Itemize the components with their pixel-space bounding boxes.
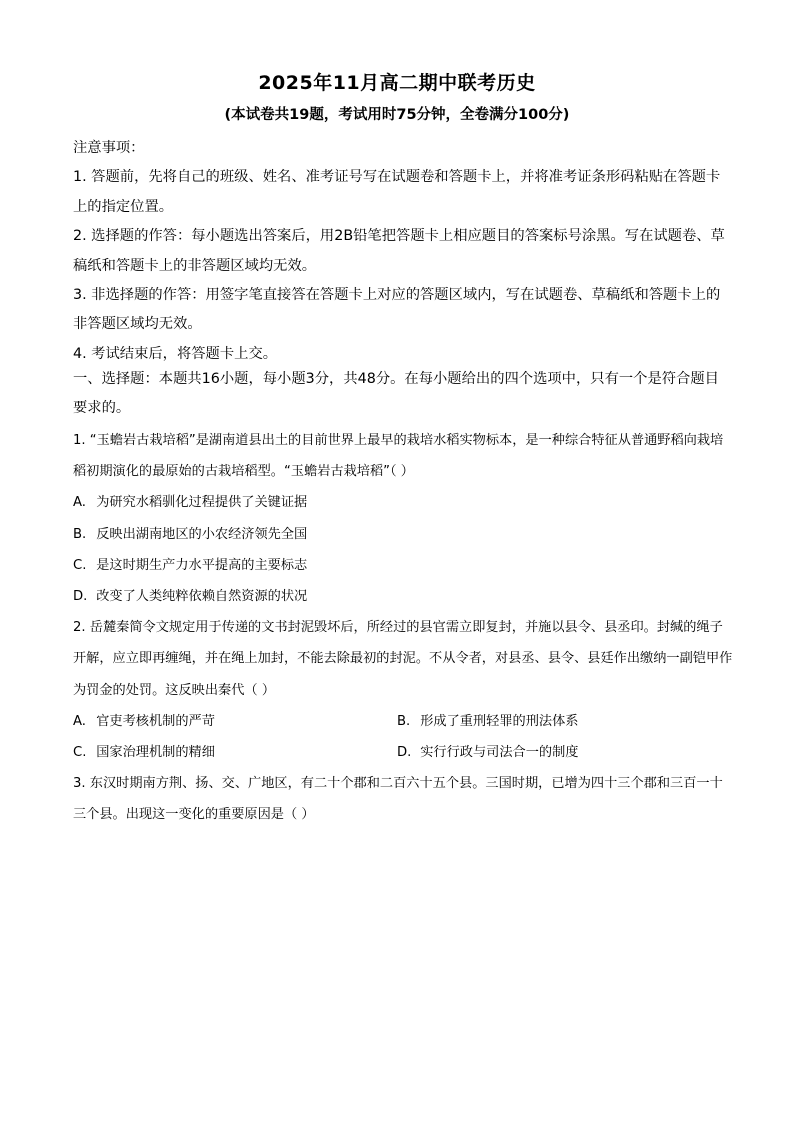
answer-option [73, 519, 733, 550]
instructions [73, 134, 733, 369]
option-label: D. [397, 745, 412, 761]
option-text: 反映出湖南地区的小农经济领先全国 [96, 526, 308, 542]
instruction-item: 3. 非选择题的作答：用签字笔直接答在答题卡上对应的答题区域内，写在试题卷、草稿纸和答题卡上的非答题区域均无效。 [73, 287, 721, 333]
question-stem: 2. 岳麓秦简令文规定用于传递的文书封泥毁坏后，所经过的县官需立即复封，并施以县令、县丞印。封缄的绳子开解，应立即再缠绳，并在绳上加封，不能去除最初的封泥。不从令者，对县丞、县令、县廷作出缴纳一副铠甲作为罚金的处罚。这反映出秦代（ ） [73, 620, 733, 698]
option-text: 为研究水稻驯化过程提供了关键证据 [96, 495, 308, 511]
answer-option [397, 706, 721, 737]
section-header [73, 365, 733, 424]
option-text: 实行行政与司法合一的制度 [420, 745, 579, 761]
question-stem: 1. “玉蟾岩古栽培稻”是湖南道县出土的目前世界上最早的栽培水稻实物标本，是一种综合特征从普通野稻向栽培稻初期演化的最原始的古栽培稻型。“玉蟾岩古栽培稻”（ ） [73, 433, 724, 480]
question-stem: 3. 东汉时期南方荆、扬、交、广地区，有二十个郡和二百六十五个县。三国时期，已增为四十三个郡和三百一十三个县。出现这一变化的重要原因是（ ） [73, 776, 723, 823]
option-text: 国家治理机制的精细 [96, 745, 215, 761]
option-text: 是这时期生产力水平提高的主要标志 [96, 557, 308, 573]
answer-option [73, 550, 733, 581]
section-header-text: 一、选择题：本题共16小题，每小题3分，共48分。在每小题给出的四个选项中，只有一个是符合题目要求的。 [73, 371, 719, 417]
option-row [73, 706, 733, 737]
option-label: B. [73, 526, 87, 542]
answer-option [397, 737, 721, 768]
answer-option [73, 487, 733, 518]
option-label: C. [73, 745, 87, 761]
option-label: D. [73, 589, 88, 605]
option-label: C. [73, 557, 87, 573]
page-subtitle: (本试卷共19题，考试用时75分钟，全卷满分100分) [224, 107, 570, 123]
option-text: 形成了重刑轻罪的刑法体系 [420, 713, 579, 729]
option-label: A. [73, 713, 86, 729]
answer-option [73, 706, 397, 737]
instruction-item: 2. 选择题的作答：每小题选出答案后，用2B铅笔把答题卡上相应题目的答案标号涂黑。写在试题卷、草稿纸和答题卡上的非答题区域均无效。 [73, 228, 725, 274]
page-title: 2025年11月高二期中联考历史 [258, 72, 536, 94]
answer-option [73, 737, 397, 768]
option-label: B. [397, 713, 411, 729]
instruction-item: 4. 考试结束后，将答题卡上交。 [73, 345, 278, 362]
option-row [73, 737, 733, 768]
option-text: 改变了人类纯粹依赖自然资源的状况 [96, 589, 308, 605]
question-list [73, 425, 733, 831]
instruction-item: 1. 答题前，先将自己的班级、姓名、准考证号写在试题卷和答题卡上，并将准考证条形码粘贴在答题卡上的指定位置。 [73, 169, 721, 215]
instructions-heading: 注意事项： [73, 140, 145, 156]
option-label: A. [73, 495, 86, 511]
option-text: 官吏考核机制的严苛 [96, 713, 215, 729]
answer-option [73, 581, 733, 612]
